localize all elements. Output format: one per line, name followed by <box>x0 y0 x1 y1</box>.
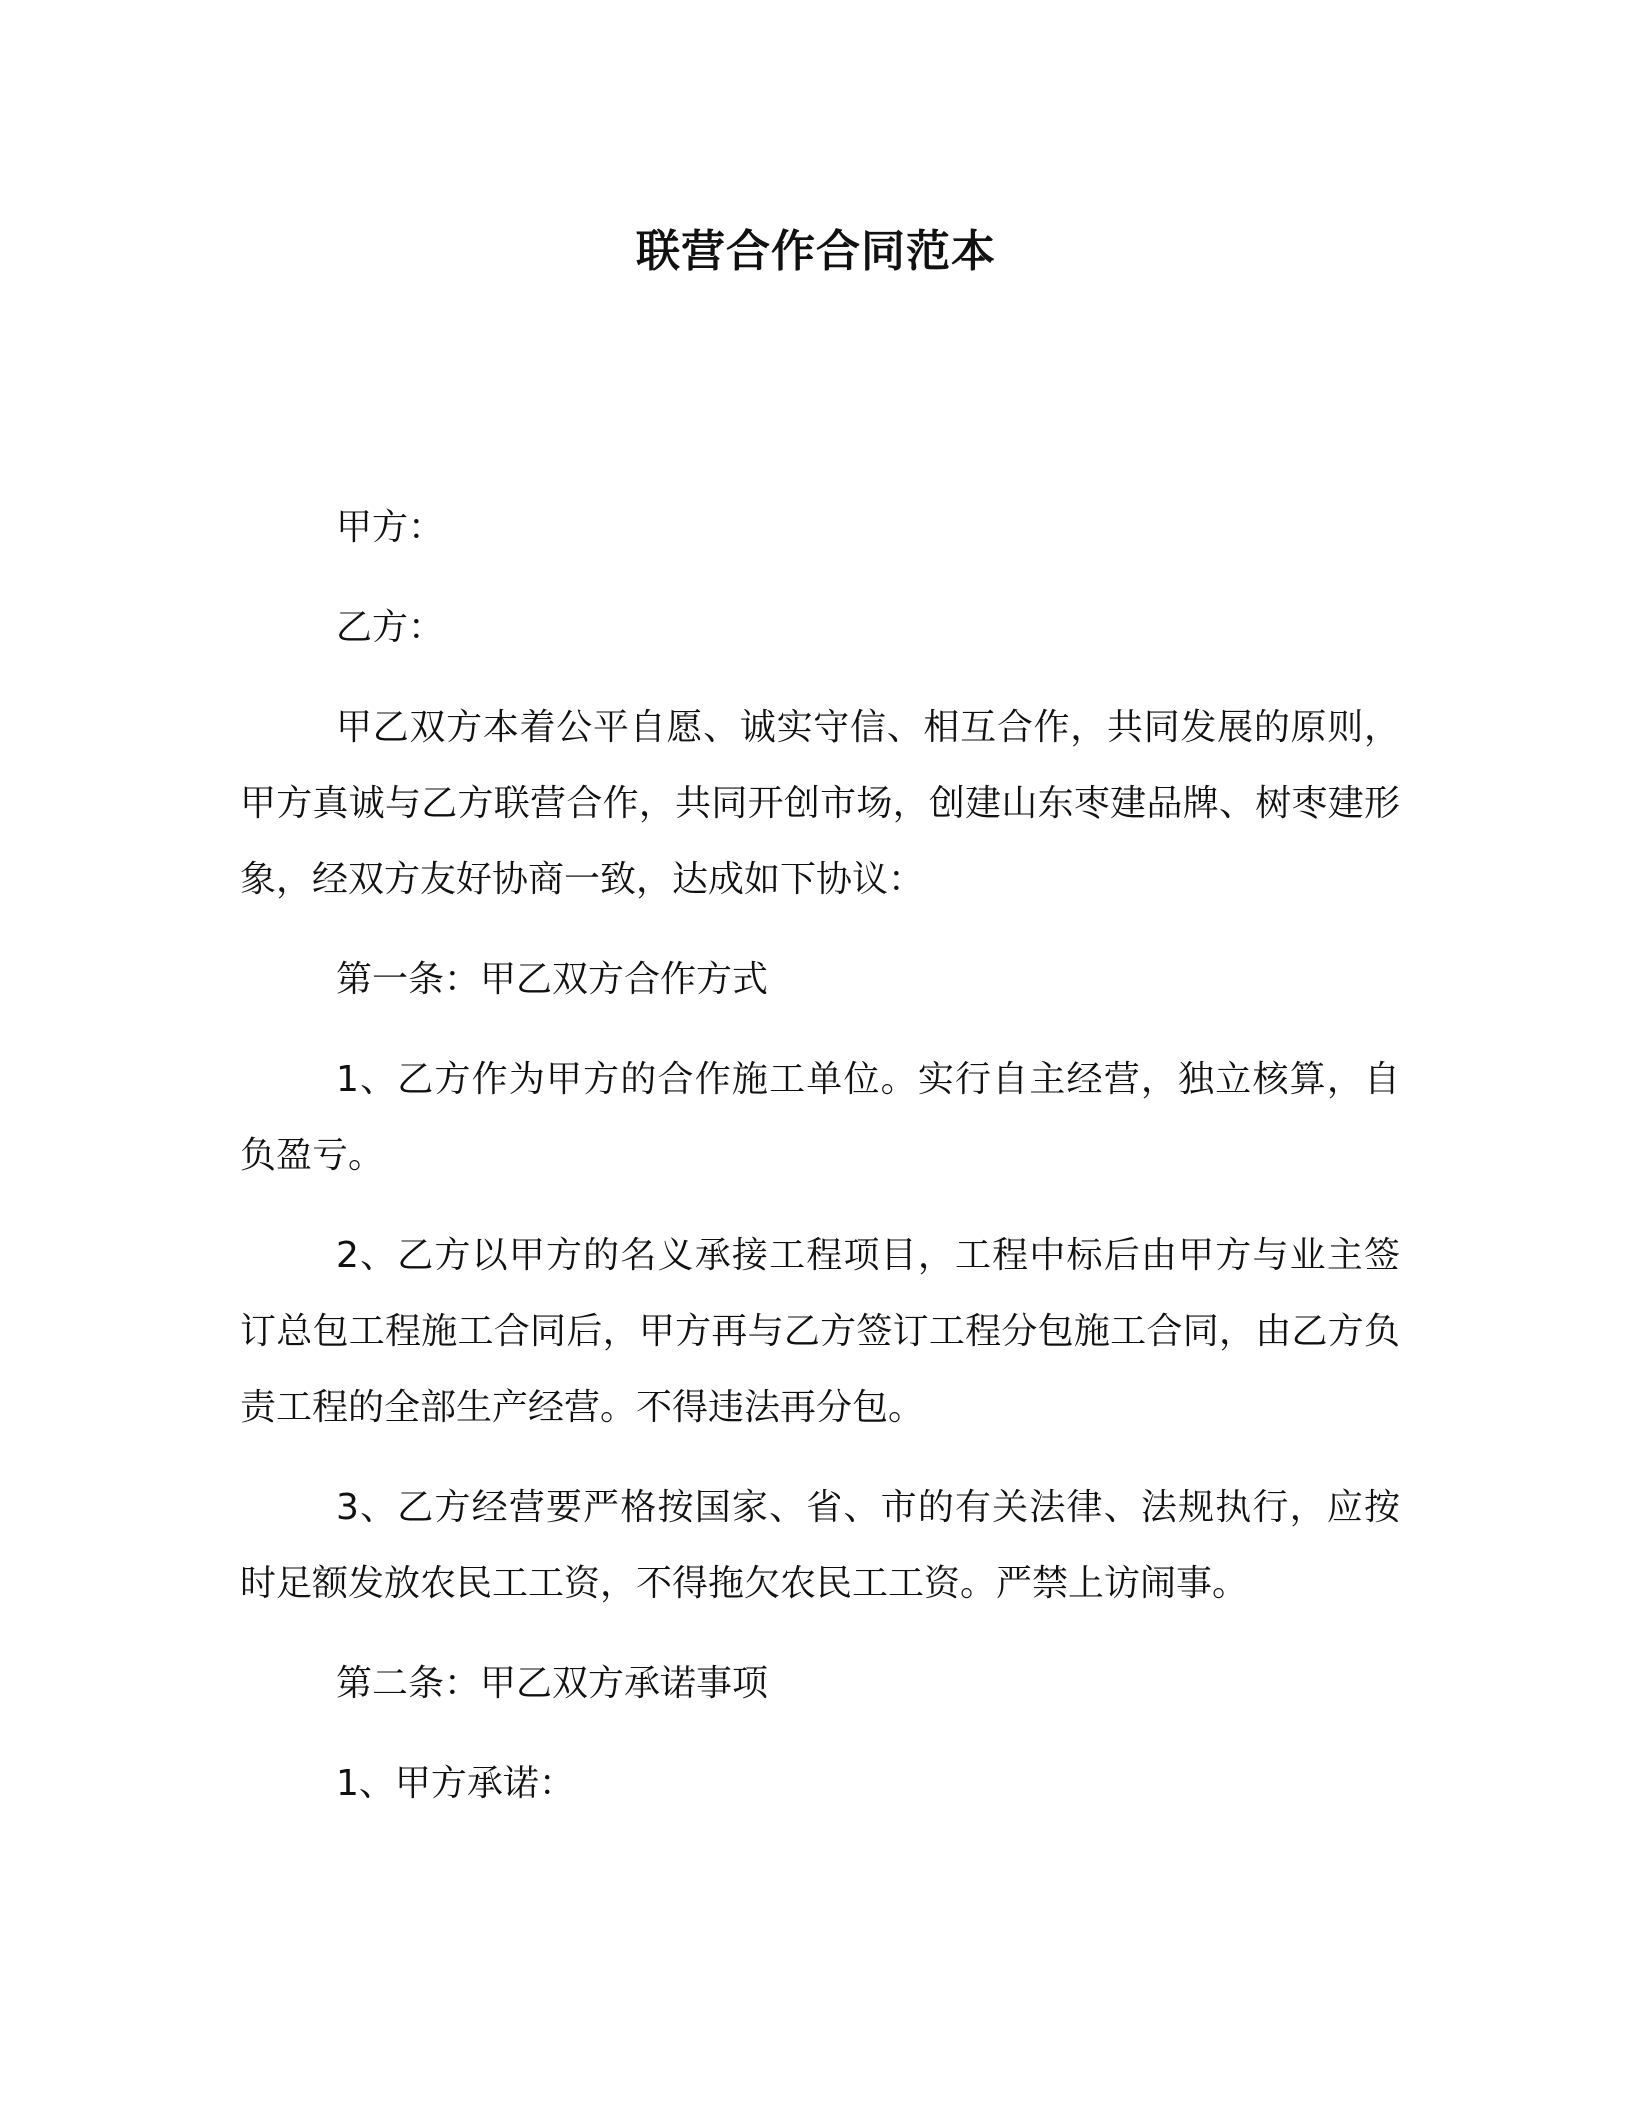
article-2-heading: 第二条：甲乙双方承诺事项 <box>336 1663 769 1704</box>
article-1-clause-3: 3、乙方经营要严格按国家、省、市的有关法律、法规执行，应按时足额发放农民工工资，不得拖欠农民工工资。严禁上访闹事。 <box>240 1487 1400 1604</box>
document-body <box>240 490 1400 1822</box>
preamble-paragraph: 甲乙双方本着公平自愿、诚实守信、相互合作，共同发展的原则，甲方真诚与乙方联营合作，共同开创市场，创建山东枣建品牌、树枣建形象，经双方友好协商一致，达成如下协议： <box>240 707 1400 900</box>
article-1-heading: 第一条：甲乙双方合作方式 <box>336 959 769 1000</box>
article-1-clause-1: 1、乙方作为甲方的合作施工单位。实行自主经营，独立核算，自负盈亏。 <box>240 1059 1400 1176</box>
party-b-line: 乙方： <box>336 607 445 648</box>
article-2-clause-1: 1、甲方承诺： <box>336 1763 575 1804</box>
party-a-line: 甲方： <box>336 507 445 548</box>
document-title: 联营合作合同范本 <box>636 226 996 277</box>
article-1-clause-2: 2、乙方以甲方的名义承接工程项目，工程中标后由甲方与业主签订总包工程施工合同后，甲方再与乙方签订工程分包施工合同，由乙方负责工程的全部生产经营。不得违法再分包。 <box>240 1235 1400 1428</box>
